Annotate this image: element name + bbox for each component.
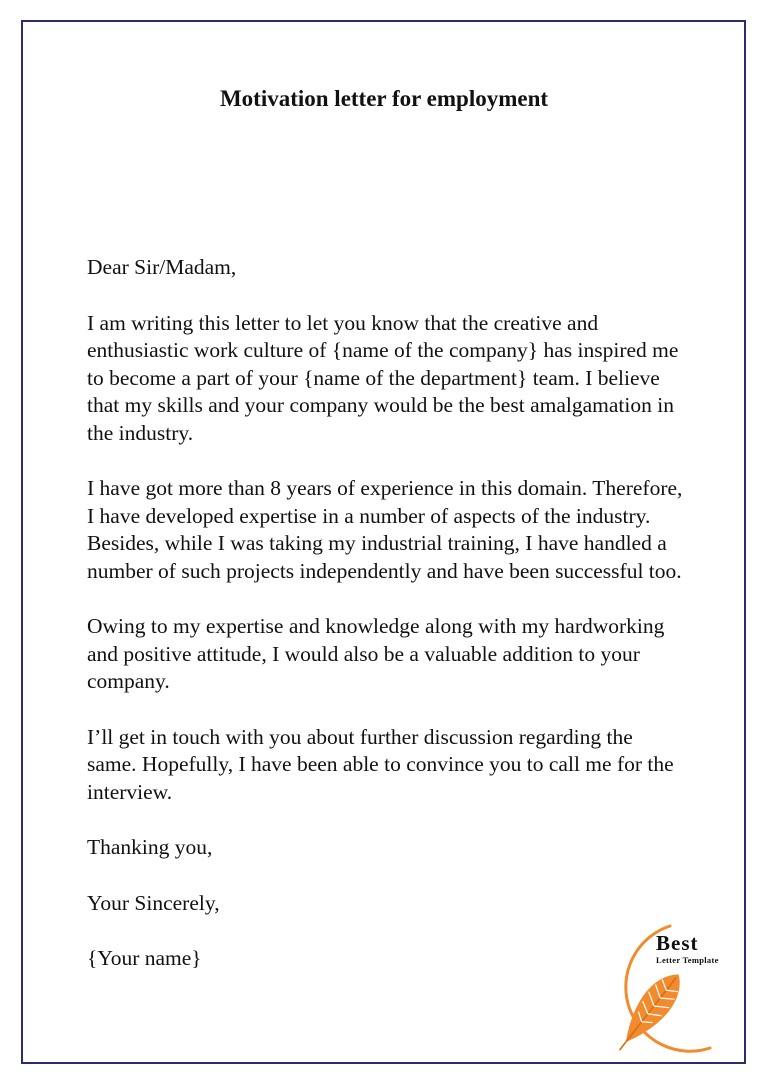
closing-thanks: Thanking you, bbox=[87, 835, 213, 859]
closing: Your Sincerely, bbox=[87, 890, 220, 915]
paragraph-1: I am writing this letter to let you know that the creative and enthusiastic work culture of {name of the company} has inspired me to become a part of your {name of the department} team. I believe that my skills and your company would be the best amalgamation in the industry. bbox=[87, 310, 679, 445]
letter-body bbox=[87, 254, 687, 1001]
salutation: Dear Sir/Madam, bbox=[87, 255, 237, 279]
page-title: Motivation letter for employment bbox=[219, 86, 549, 111]
logo-text bbox=[656, 932, 719, 966]
signature: {Your name} bbox=[87, 946, 202, 970]
logo-brand: Best bbox=[656, 931, 699, 955]
paragraph-4: I’ll get in touch with you about further discussion regarding the same. Hopefully, I have been able to convince you to call me for the interview. bbox=[87, 724, 674, 804]
paragraph-2: I have got more than 8 years of experience in this domain. Therefore, I have developed expertise in a number of aspects of the industry. Besides, while I was taking my industrial training, I have handled a number of such projects independently and have been successful too. bbox=[87, 476, 683, 583]
logo-tagline: Letter Template bbox=[656, 955, 719, 965]
feather-icon bbox=[608, 965, 691, 1056]
paragraph-3: Owing to my expertise and knowledge along with my hardworking and positive attitude, I would also be a valuable addition to your company. bbox=[87, 614, 665, 693]
